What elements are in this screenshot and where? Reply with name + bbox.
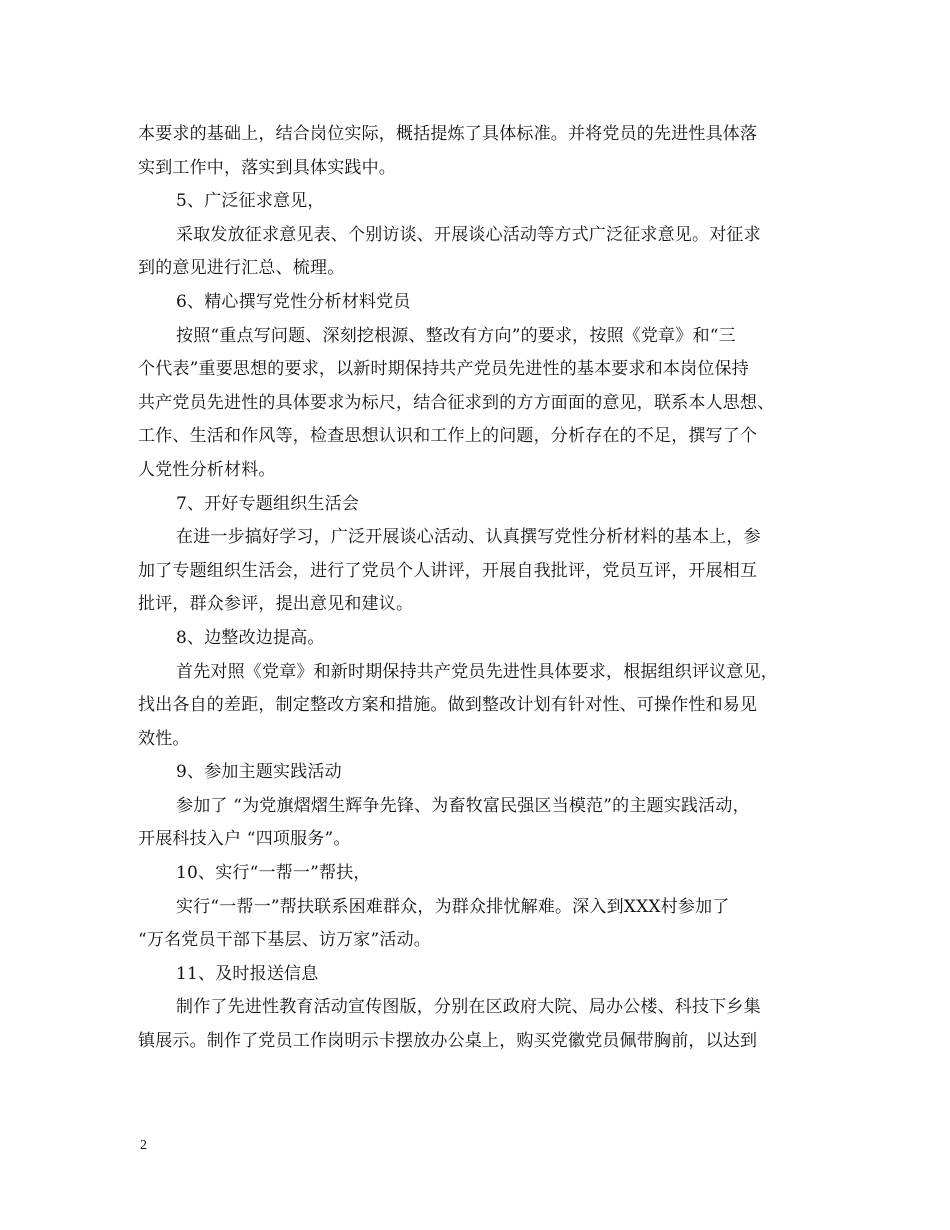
text-line: 个代表”重要思想的要求，以新时期保持共产党员先进性的基本要求和本岗位保持 [138,359,749,380]
text-line: 在进一步搞好学习，广泛开展谈心活动、认真撰写党性分析材料的基本上，参 [176,527,761,548]
text-line: 制作了先进性教育活动宣传图版，分别在区政府大院、局办公楼、科技下乡集 [176,997,761,1018]
text-line: 批评，群众参评，提出意见和建议。 [138,594,414,615]
text-line: 按照“重点写问题、深刻挖根源、整改有方向”的要求，按照《党章》和“三 [176,325,736,346]
text-line: 10、实行“一帮一”帮扶， [176,863,371,884]
text-line: 效性。 [138,728,190,749]
text-line: 11、及时报送信息 [176,963,319,984]
text-line: 人党性分析材料。 [138,459,276,480]
text-line: 7、开好专题组织生活会 [176,493,360,514]
text-line: 开展科技入户 “四项服务”。 [138,829,351,850]
text-line: 8、边整改边提高。 [176,627,325,648]
text-line: 找出各自的差距，制定整改方案和措施。做到整改计划有针对性、可操作性和易见 [138,695,758,716]
text-line: 9、参加主题实践活动 [176,762,342,783]
text-line: 工作、生活和作风等，检查思想认识和工作上的问题，分析存在的不足，撰写了个 [138,426,758,447]
text-line: 实行“一帮一”帮扶联系困难群众，为群众排忧解难。深入到XXX村参加了 [176,896,730,917]
text-line: 5、广泛征求意见， [176,191,325,212]
text-line: 采取发放征求意见表、个别访谈、开展谈心活动等方式广泛征求意见。对征求 [176,224,761,245]
text-line: “万名党员干部下基层、访万家”活动。 [138,930,431,951]
text-line: 到的意见进行汇总、梳理。 [138,258,345,279]
text-line: 共产党员先进性的具体要求为标尺，结合征求到的方方面面的意见，联系本人思想、 [138,392,775,413]
page-number: 2 [140,1138,147,1153]
text-line: 本要求的基础上，结合岗位实际，概括提炼了具体标准。并将党员的先进性具体落 [138,124,758,144]
text-line: 6、精心撰写党性分析材料党员 [176,291,411,312]
document-body [138,118,822,1059]
text-line: 首先对照《党章》和新时期保持共产党员先进性具体要求，根据组织评议意见， [176,661,778,682]
text-line: 加了专题组织生活会，进行了党员个人讲评，开展自我批评，党员互评，开展相互 [138,560,758,581]
text-line: 镇展示。制作了党员工作岗明示卡摆放办公桌上，购买党徽党员佩带胸前，以达到 [138,1031,758,1052]
text-line: 实到工作中，落实到具体实践中。 [138,157,396,178]
text-line: 参加了 “为党旗熠熠生辉争先锋、为畜牧富民强区当模范”的主题实践活动， [176,795,750,816]
